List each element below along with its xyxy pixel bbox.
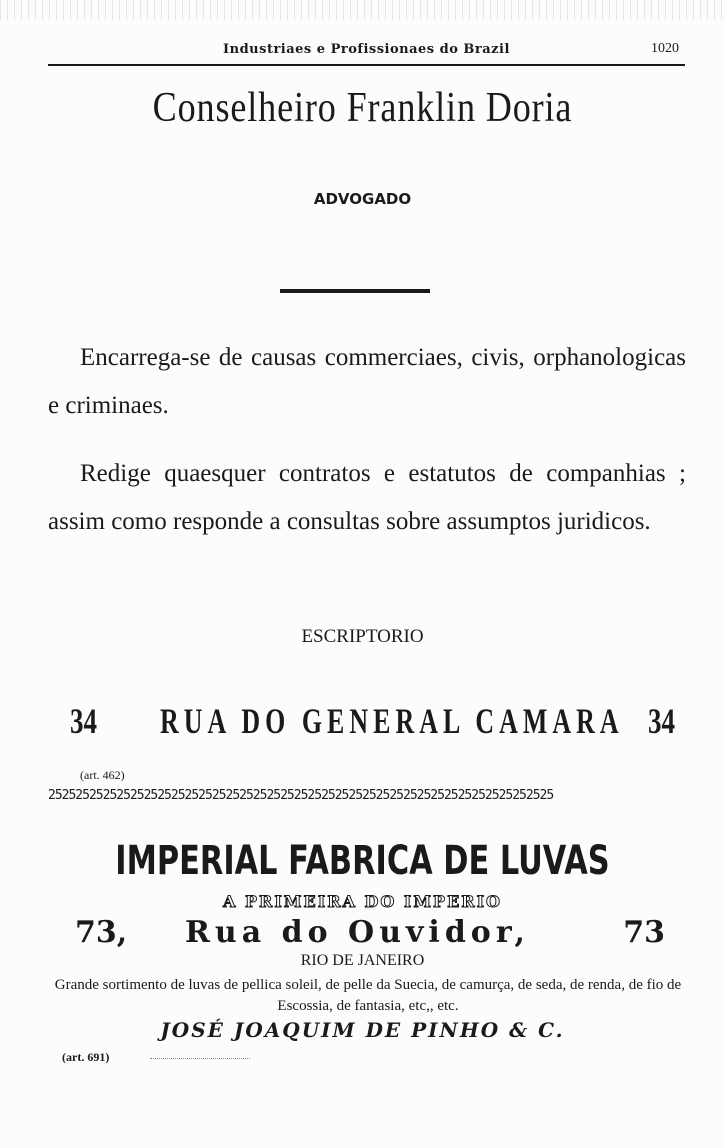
advert-subtitle: A PRIMEIRA DO IMPERIO (223, 892, 502, 911)
running-title: Industriaes e Profissionaes do Brazil (223, 42, 510, 57)
advert-description: Grande sortimento de luvas de pellica soleil, de pelle da Suecia, de camurça, de seda, de renda, de fio de Escossia, de fantasia, etc,, etc. (54, 977, 682, 1014)
advert-address (75, 915, 665, 955)
office-address (70, 700, 675, 760)
listing-paragraph-2: Redige quaesquer contratos e estatutos de companhias ; assim como responde a consultas sobre assumptos juridicos. (48, 460, 686, 535)
office-label: ESCRIPTORIO (301, 626, 424, 647)
article-reference-2: (art. 691) (62, 1050, 110, 1064)
address-number-left: 34 (70, 701, 97, 741)
dotted-leader (150, 1058, 250, 1059)
advert-company: JOSÉ JOAQUIM DE PINHO & C. (160, 1018, 565, 1042)
advert-number-right: 73 (623, 915, 665, 950)
page-number: 1020 (651, 41, 679, 56)
ornament-rule: 25252525252525252525252525252525252525252525252525252525252525252525252525 (48, 788, 554, 803)
address-street: RUA DO GENERAL CAMARA (160, 701, 624, 741)
advert-city: RIO DE JANEIRO (300, 952, 425, 969)
divider-rule (280, 289, 430, 293)
article-reference-1: (art. 462) (80, 768, 125, 782)
address-number-right: 34 (648, 701, 675, 741)
listing-name: Conselheiro Franklin Doria (152, 85, 573, 131)
running-head (48, 38, 685, 66)
listing-paragraph-1: Encarrega-se de causas commerciaes, civis, orphanologicas e criminaes. (48, 344, 686, 419)
advert-number-left: 73, (75, 915, 128, 950)
advert-street: Rua do Ouvidor, (185, 915, 530, 950)
scan-noise (0, 0, 725, 20)
advert-title: IMPERIAL FABRICA DE LUVAS (115, 838, 610, 884)
listing-profession: ADVOGADO (313, 190, 412, 208)
